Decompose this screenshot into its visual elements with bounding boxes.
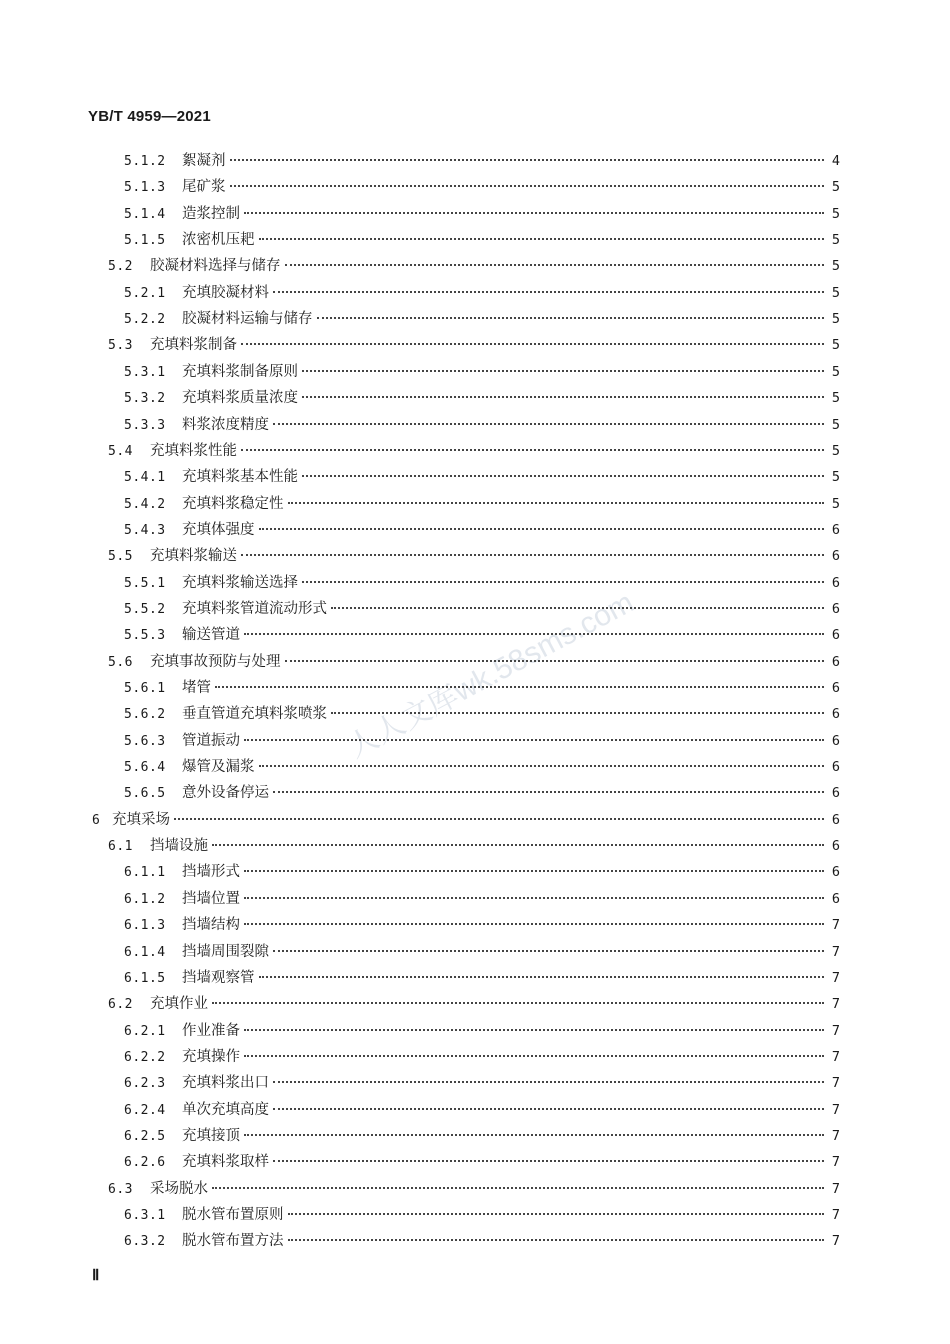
dot-leader bbox=[273, 1160, 824, 1162]
toc-section-number: 5.2.1 bbox=[124, 285, 166, 301]
dot-leader bbox=[259, 528, 825, 530]
toc-section-number: 5.6.4 bbox=[124, 760, 166, 776]
toc-page-number: 7 bbox=[831, 1127, 840, 1144]
toc-title: 垂直管道充填料浆喷浆 bbox=[182, 706, 327, 723]
toc-page-number: 6 bbox=[831, 574, 840, 591]
toc-page-number: 7 bbox=[831, 996, 840, 1013]
toc-title: 挡墙周围裂隙 bbox=[182, 943, 269, 960]
toc-entry[interactable] bbox=[124, 965, 840, 991]
toc-title: 充填胶凝材料 bbox=[182, 284, 269, 301]
dot-leader bbox=[244, 212, 824, 214]
toc-section-number: 6.1.2 bbox=[124, 891, 166, 907]
toc-title: 充填作业 bbox=[150, 996, 208, 1013]
toc-entry[interactable] bbox=[124, 227, 840, 253]
toc-section-number: 6.1.4 bbox=[124, 944, 166, 960]
toc-page-number: 7 bbox=[831, 1154, 840, 1171]
toc-section-number: 6.1.1 bbox=[124, 865, 166, 881]
toc-title: 充填料浆出口 bbox=[182, 1075, 269, 1092]
dot-leader bbox=[215, 686, 824, 688]
watermark: 人人文库wk.58sms.com bbox=[342, 585, 640, 765]
toc-page-number: 6 bbox=[831, 890, 840, 907]
toc-entry[interactable] bbox=[124, 148, 840, 174]
dot-leader bbox=[302, 370, 824, 372]
toc-section-number: 5.1.3 bbox=[124, 180, 166, 196]
dot-leader bbox=[285, 264, 825, 266]
toc-entry[interactable] bbox=[124, 939, 840, 965]
toc-title: 单次充填高度 bbox=[182, 1101, 269, 1118]
toc-section-number: 5.1.4 bbox=[124, 206, 166, 222]
toc-section-number: 5.6.1 bbox=[124, 681, 166, 696]
toc-title: 挡墙结构 bbox=[182, 917, 240, 934]
toc-entry[interactable] bbox=[124, 754, 840, 780]
toc-section-number: 5.5.3 bbox=[124, 628, 166, 644]
toc-title: 充填料浆输送选择 bbox=[182, 574, 298, 591]
dot-leader bbox=[244, 739, 824, 741]
toc-entry[interactable] bbox=[124, 570, 840, 596]
dot-leader bbox=[244, 1134, 824, 1136]
toc-entry[interactable] bbox=[124, 1097, 840, 1123]
dot-leader bbox=[230, 185, 825, 187]
toc-page-number: 7 bbox=[831, 1180, 840, 1197]
toc-section-number: 5.1.5 bbox=[124, 233, 166, 249]
toc-title: 充填接顶 bbox=[182, 1127, 240, 1144]
dot-leader bbox=[273, 291, 824, 293]
toc-title: 充填料浆制备 bbox=[150, 337, 237, 354]
toc-section-number: 6.2 bbox=[108, 997, 133, 1013]
toc-page-number: 6 bbox=[831, 521, 840, 538]
toc-entry[interactable] bbox=[124, 622, 840, 648]
dot-leader bbox=[230, 159, 825, 161]
toc-section-number: 5.2.2 bbox=[124, 312, 166, 328]
toc-entry[interactable] bbox=[108, 1176, 840, 1202]
document-code-header: YB/T 4959—2021 bbox=[88, 108, 211, 125]
toc-entry[interactable] bbox=[124, 701, 840, 727]
toc-page-number: 5 bbox=[831, 311, 840, 328]
dot-leader bbox=[244, 923, 824, 925]
dot-leader bbox=[273, 1108, 824, 1110]
toc-title: 脱水管布置方法 bbox=[182, 1233, 284, 1250]
toc-entry[interactable] bbox=[108, 253, 840, 279]
toc-title: 充填料浆制备原则 bbox=[182, 363, 298, 380]
toc-entry[interactable] bbox=[124, 1123, 840, 1149]
toc-entry[interactable] bbox=[124, 517, 840, 543]
toc-entry[interactable] bbox=[124, 780, 840, 806]
toc-title: 充填操作 bbox=[182, 1048, 240, 1065]
toc-title: 充填事故预防与处理 bbox=[150, 653, 281, 670]
dot-leader bbox=[259, 238, 825, 240]
toc-page-number: 6 bbox=[831, 548, 840, 565]
toc-page-number: 7 bbox=[831, 1022, 840, 1039]
dot-leader bbox=[174, 818, 824, 820]
toc-section-number: 6 bbox=[92, 812, 101, 828]
dot-leader bbox=[302, 475, 824, 477]
toc-section-number: 5.6.5 bbox=[124, 786, 166, 802]
toc-section-number: 5.5.2 bbox=[124, 601, 166, 617]
toc-section-number: 5.4.1 bbox=[124, 470, 166, 486]
toc-entry[interactable] bbox=[124, 1202, 840, 1228]
toc-section-number: 5.6 bbox=[108, 654, 133, 670]
toc-page-number: 7 bbox=[831, 917, 840, 934]
dot-leader bbox=[288, 1213, 825, 1215]
dot-leader bbox=[244, 633, 824, 635]
toc-section-number: 5.3.2 bbox=[124, 391, 166, 407]
toc-entry[interactable] bbox=[124, 1228, 840, 1254]
toc-title: 充填料浆输送 bbox=[150, 548, 237, 565]
dot-leader bbox=[259, 765, 825, 767]
toc-page-number: 6 bbox=[831, 811, 840, 828]
toc-title: 挡墙形式 bbox=[182, 864, 240, 881]
toc-page-number: 5 bbox=[831, 469, 840, 486]
toc-entry[interactable] bbox=[108, 991, 840, 1017]
toc-section-number: 6.2.1 bbox=[124, 1023, 166, 1039]
toc-section-number: 5.2 bbox=[108, 259, 133, 275]
dot-leader bbox=[273, 950, 824, 952]
dot-leader bbox=[212, 1187, 824, 1189]
toc-title: 挡墙位置 bbox=[182, 890, 240, 907]
toc-page-number: 6 bbox=[831, 732, 840, 749]
toc-page-number: 5 bbox=[831, 416, 840, 433]
toc-title: 充填料浆质量浓度 bbox=[182, 390, 298, 407]
toc-section-number: 6.2.6 bbox=[124, 1155, 166, 1171]
toc-page-number: 7 bbox=[831, 1075, 840, 1092]
toc-title: 料浆浓度精度 bbox=[182, 416, 269, 433]
toc-section-number: 5.5.1 bbox=[124, 575, 166, 591]
toc-title: 采场脱水 bbox=[150, 1180, 208, 1197]
toc-entry[interactable] bbox=[124, 174, 840, 200]
dot-leader bbox=[241, 343, 824, 345]
toc-section-number: 6.3.2 bbox=[124, 1234, 166, 1250]
toc-entry[interactable] bbox=[124, 1070, 840, 1096]
toc-entry[interactable] bbox=[124, 1018, 840, 1044]
toc-section-number: 6.1.5 bbox=[124, 970, 166, 986]
toc-section-number: 6.1 bbox=[108, 839, 133, 855]
toc-title: 胶凝材料选择与储存 bbox=[150, 258, 281, 275]
toc-entry[interactable] bbox=[108, 543, 840, 569]
toc-page-number: 5 bbox=[831, 390, 840, 407]
toc-section-number: 5.5 bbox=[108, 549, 133, 565]
dot-leader bbox=[273, 1081, 824, 1083]
toc-page-number: 7 bbox=[831, 943, 840, 960]
toc-title: 充填采场 bbox=[112, 811, 170, 828]
toc-title: 管道振动 bbox=[182, 732, 240, 749]
toc-page-number: 5 bbox=[831, 205, 840, 222]
toc-entry[interactable] bbox=[124, 306, 840, 332]
dot-leader bbox=[244, 1029, 824, 1031]
toc-page-number: 7 bbox=[831, 1101, 840, 1118]
dot-leader bbox=[285, 660, 825, 662]
toc-section-number: 6.2.3 bbox=[124, 1076, 166, 1092]
dot-leader bbox=[273, 791, 824, 793]
toc-entry[interactable] bbox=[92, 807, 840, 833]
toc-title: 堵管 bbox=[182, 680, 211, 696]
toc-section-number: 5.4.3 bbox=[124, 522, 166, 538]
toc-title: 输送管道 bbox=[182, 627, 240, 644]
toc-section-number: 6.2.2 bbox=[124, 1049, 166, 1065]
toc-entry[interactable] bbox=[124, 912, 840, 938]
toc-page-number: 6 bbox=[831, 864, 840, 881]
toc-page-number: 7 bbox=[831, 1233, 840, 1250]
toc-page-number: 5 bbox=[831, 179, 840, 196]
toc-page-number: 6 bbox=[831, 785, 840, 802]
toc-page-number: 5 bbox=[831, 363, 840, 380]
toc-entry[interactable] bbox=[124, 596, 840, 622]
dot-leader bbox=[244, 870, 824, 872]
toc-page-number: 6 bbox=[831, 627, 840, 644]
toc-section-number: 5.4.2 bbox=[124, 496, 166, 512]
toc-entry[interactable] bbox=[108, 833, 840, 859]
toc-entry[interactable] bbox=[124, 1044, 840, 1070]
toc-section-number: 6.2.4 bbox=[124, 1102, 166, 1118]
toc-title: 充填料浆性能 bbox=[150, 442, 237, 459]
toc-entry[interactable] bbox=[124, 1149, 840, 1175]
toc-entry[interactable] bbox=[124, 464, 840, 490]
toc-title: 挡墙观察管 bbox=[182, 969, 255, 986]
dot-leader bbox=[288, 502, 825, 504]
toc-section-number: 5.3.3 bbox=[124, 417, 166, 433]
toc-page-number: 6 bbox=[831, 706, 840, 723]
toc-page-number: 6 bbox=[831, 759, 840, 776]
toc-page-number: 5 bbox=[831, 495, 840, 512]
toc-page-number: 5 bbox=[831, 232, 840, 249]
toc-page-number: 7 bbox=[831, 1207, 840, 1223]
dot-leader bbox=[331, 607, 824, 609]
toc-page-number: 5 bbox=[831, 337, 840, 354]
toc-page-number: 5 bbox=[831, 442, 840, 459]
dot-leader bbox=[331, 712, 824, 714]
toc-section-number: 5.4 bbox=[108, 443, 133, 459]
toc-page-number: 4 bbox=[831, 153, 840, 169]
dot-leader bbox=[273, 423, 824, 425]
toc-entry[interactable] bbox=[124, 728, 840, 754]
toc-entry[interactable] bbox=[124, 859, 840, 885]
toc-title: 充填料浆稳定性 bbox=[182, 495, 284, 512]
toc-title: 脱水管布置原则 bbox=[182, 1207, 284, 1223]
dot-leader bbox=[212, 844, 824, 846]
toc-page-number: 5 bbox=[831, 258, 840, 275]
toc-entry[interactable] bbox=[108, 649, 840, 675]
toc-section-number: 5.3 bbox=[108, 338, 133, 354]
toc-title: 作业准备 bbox=[182, 1022, 240, 1039]
dot-leader bbox=[244, 1055, 824, 1057]
toc-entry[interactable] bbox=[124, 491, 840, 517]
toc-section-number: 6.1.3 bbox=[124, 918, 166, 934]
toc-page-number: 6 bbox=[831, 680, 840, 696]
toc-entry[interactable] bbox=[124, 675, 840, 701]
toc-title: 充填体强度 bbox=[182, 521, 255, 538]
toc-section-number: 5.6.2 bbox=[124, 707, 166, 723]
toc-title: 胶凝材料运输与储存 bbox=[182, 311, 313, 328]
toc-entry[interactable] bbox=[124, 201, 840, 227]
toc-title: 爆管及漏浆 bbox=[182, 759, 255, 776]
toc-page-number: 6 bbox=[831, 653, 840, 670]
toc-section-number: 6.3 bbox=[108, 1181, 133, 1197]
dot-leader bbox=[302, 581, 824, 583]
dot-leader bbox=[317, 317, 825, 319]
toc-page-number: 5 bbox=[831, 284, 840, 301]
toc-title: 充填料浆基本性能 bbox=[182, 469, 298, 486]
toc-entry[interactable] bbox=[108, 332, 840, 358]
toc-title: 挡墙设施 bbox=[150, 838, 208, 855]
dot-leader bbox=[212, 1002, 824, 1004]
toc-title: 造浆控制 bbox=[182, 205, 240, 222]
toc-title: 充填料浆取样 bbox=[182, 1154, 269, 1171]
dot-leader bbox=[288, 1239, 825, 1241]
toc-title: 意外设备停运 bbox=[182, 785, 269, 802]
toc-title: 尾矿浆 bbox=[182, 179, 226, 196]
toc-page-number: 6 bbox=[831, 838, 840, 855]
toc-entry[interactable] bbox=[124, 412, 840, 438]
dot-leader bbox=[241, 449, 824, 451]
dot-leader bbox=[302, 396, 824, 398]
toc-entry[interactable] bbox=[124, 280, 840, 306]
toc-page-number: 7 bbox=[831, 969, 840, 986]
toc-section-number: 5.6.3 bbox=[124, 733, 166, 749]
toc-section-number: 6.2.5 bbox=[124, 1128, 166, 1144]
toc-entry[interactable] bbox=[124, 359, 840, 385]
toc-page-number: 7 bbox=[831, 1048, 840, 1065]
dot-leader bbox=[244, 897, 824, 899]
dot-leader bbox=[241, 554, 824, 556]
dot-leader bbox=[259, 976, 825, 978]
toc-section-number: 5.1.2 bbox=[124, 154, 166, 169]
page-number-footer: Ⅱ bbox=[92, 1268, 100, 1284]
toc-entry[interactable] bbox=[124, 886, 840, 912]
toc-title: 絮凝剂 bbox=[182, 153, 226, 169]
toc-section-number: 5.3.1 bbox=[124, 364, 166, 380]
toc-entry[interactable] bbox=[124, 385, 840, 411]
toc-title: 充填料浆管道流动形式 bbox=[182, 600, 327, 617]
toc-title: 浓密机压耙 bbox=[182, 232, 255, 249]
toc-section-number: 6.3.1 bbox=[124, 1208, 166, 1223]
toc-page-number: 6 bbox=[831, 600, 840, 617]
toc-entry[interactable] bbox=[108, 438, 840, 464]
